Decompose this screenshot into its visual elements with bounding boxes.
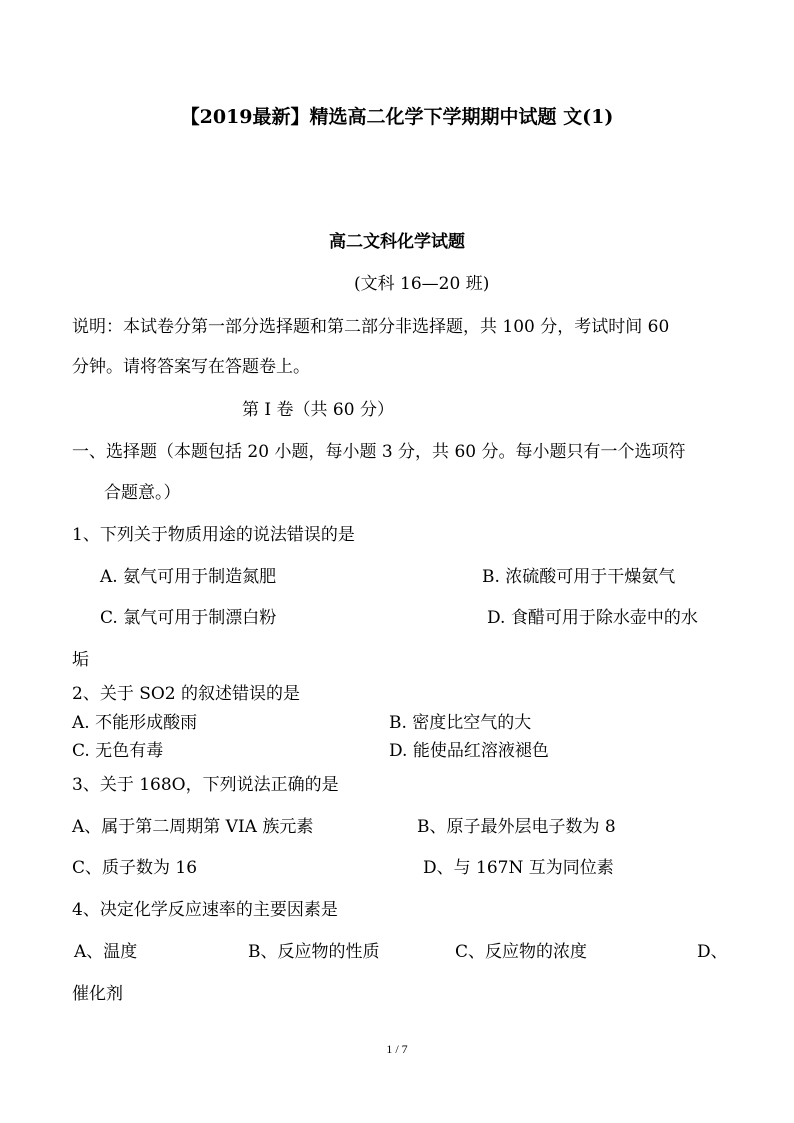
page-title: 【2019最新】精选高二化学下学期期中试题 文(1) (180, 106, 614, 128)
question-1-option-b: B. 浓硫酸可用于干燥氨气 (482, 567, 676, 587)
question-4-option-d-continued: 催化剂 (72, 984, 123, 1004)
part1-heading: 第 I 卷（共 60 分） (242, 400, 394, 420)
question-4-option-b: B、反应物的性质 (248, 942, 380, 962)
section1-line-1: 一、选择题（本题包括 20 小题，每小题 3 分，共 60 分。每小题只有一个选项符 (72, 442, 686, 462)
question-3-option-b: B、原子最外层电子数为 8 (417, 817, 616, 837)
question-1-stem: 1、下列关于物质用途的说法错误的是 (72, 525, 355, 545)
question-3-stem: 3、关于 168O，下列说法正确的是 (72, 775, 339, 795)
exam-subtitle: 高二文科化学试题 (329, 232, 465, 252)
question-2-option-b: B. 密度比空气的大 (389, 713, 532, 733)
question-1-option-c: C. 氯气可用于制漂白粉 (100, 608, 277, 628)
question-1-option-d: D. 食醋可用于除水壶中的水 (487, 608, 698, 628)
question-1-option-a: A. 氨气可用于制造氮肥 (100, 567, 277, 587)
question-2-option-d: D. 能使品红溶液褪色 (389, 741, 549, 761)
question-2-option-c: C. 无色有毒 (72, 741, 164, 761)
question-3-option-c: C、质子数为 16 (72, 858, 198, 878)
question-1-option-d-continued: 垢 (72, 650, 89, 670)
question-2-stem: 2、关于 SO2 的叙述错误的是 (72, 684, 301, 704)
question-3-option-d: D、与 167N 互为同位素 (423, 858, 614, 878)
question-3-option-a: A、属于第二周期第 VIA 族元素 (72, 817, 314, 837)
page-number: 1 / 7 (386, 1042, 408, 1056)
question-4-option-d: D、 (697, 942, 728, 962)
question-4-stem: 4、决定化学反应速率的主要因素是 (72, 900, 338, 920)
section1-line-2: 合题意。） (104, 483, 181, 503)
question-4-option-c: C、反应物的浓度 (455, 942, 588, 962)
question-4-option-a: A、温度 (74, 942, 138, 962)
instructions-line-1: 说明：本试卷分第一部分选择题和第二部分非选择题，共 100 分，考试时间 60 (72, 317, 670, 337)
exam-classes: (文科 16—20 班) (354, 274, 490, 294)
instructions-line-2: 分钟。请将答案写在答题卷上。 (72, 357, 310, 377)
question-2-option-a: A. 不能形成酸雨 (72, 713, 198, 733)
